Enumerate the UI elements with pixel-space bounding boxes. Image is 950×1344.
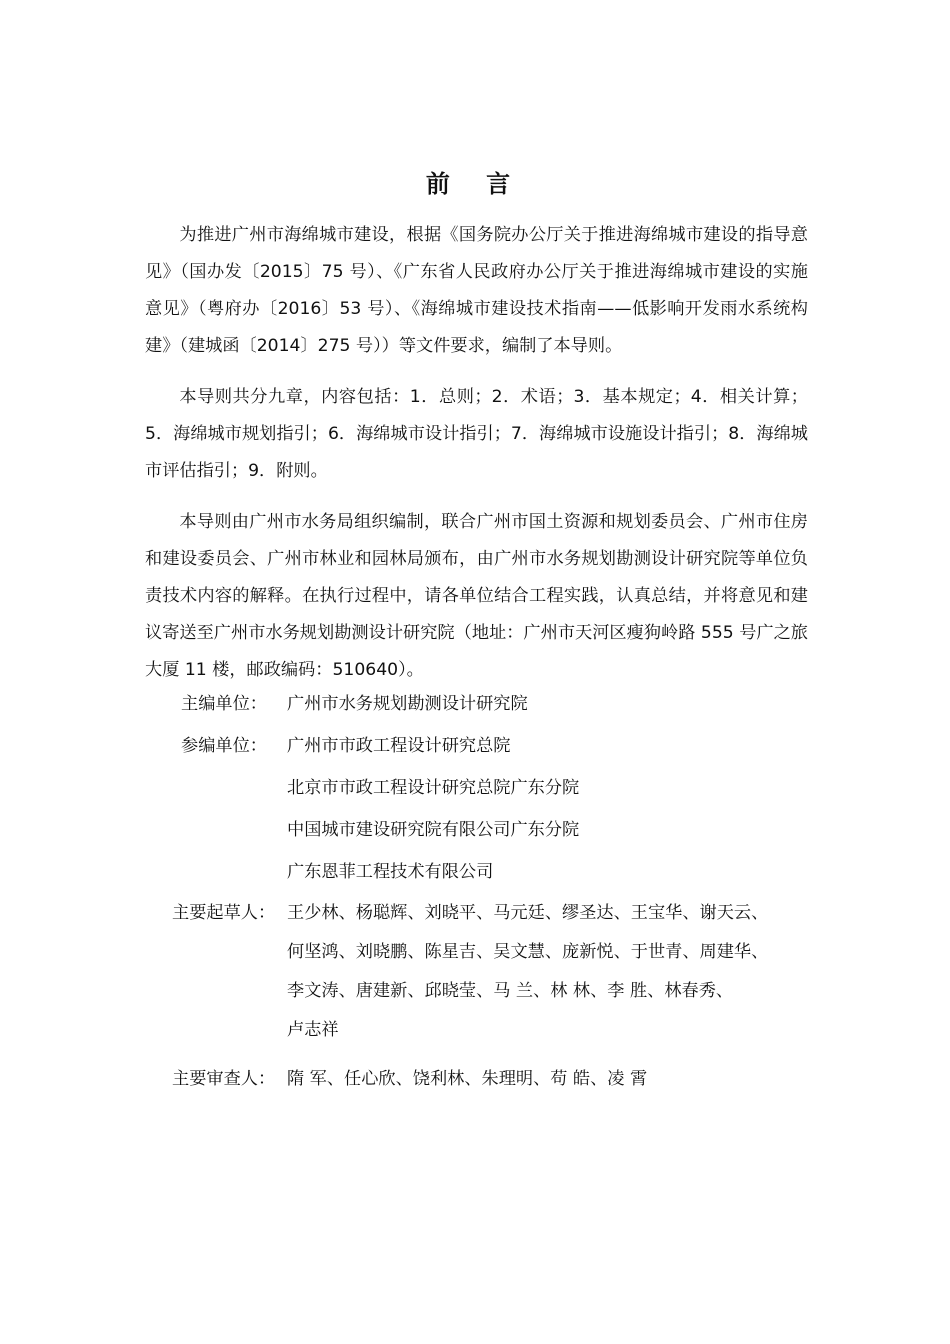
paragraph-contents: 本导则共分九章，内容包括：1．总则；2．术语；3．基本规定；4．相关计算；5．海绵城市规划指引；6．海绵城市设计指引；7．海绵城市设施设计指引；8．海绵城市评估指引；9．附则。 — [145, 387, 808, 481]
reviewers-row — [172, 1058, 821, 1100]
drafters-row — [172, 893, 821, 1050]
chief-editor-name: 广州市水务规划勘测设计研究院 — [287, 694, 528, 714]
chief-editor-row — [181, 683, 821, 725]
co-editor-item: 中国城市建设研究院有限公司广东分院 — [287, 820, 580, 840]
co-editors-list — [287, 725, 821, 893]
drafters-line: 何坚鸿、刘晓鹏、陈星吉、吴文慧、庞新悦、于世青、周建华、 — [287, 942, 769, 962]
chief-editor-label: 主编单位： — [181, 694, 267, 714]
page-title: 前 言 — [425, 170, 525, 198]
chief-editor-value — [287, 683, 821, 725]
co-editor-item: 广东恩菲工程技术有限公司 — [287, 862, 494, 882]
credits-section — [172, 683, 821, 1100]
paragraph-organization: 本导则由广州市水务局组织编制，联合广州市国土资源和规划委员会、广州市住房和建设委员会、广州市林业和园林局颁布，由广州市水务规划勘测设计研究院等单位负责技术内容的解释。在执行过程中，请各单位结合工程实践，认真总结，并将意见和建议寄送至广州市水务规划勘测设计研究院（地址：广州市天河区瘦狗岭路 555 号广之旅大厦 11 楼，邮政编码：510640）。 — [145, 512, 808, 680]
drafters-line: 李文涛、唐建新、邱晓莹、马 兰、林 林、李 胜、林春秀、 — [287, 981, 734, 1001]
drafters-list — [287, 893, 821, 1050]
drafters-line: 王少林、杨聪辉、刘晓平、马元廷、缪圣达、王宝华、谢天云、 — [287, 903, 769, 923]
co-editors-label: 参编单位： — [181, 736, 267, 756]
drafters-line: 卢志祥 — [287, 1020, 339, 1040]
co-editors-row — [181, 725, 821, 893]
preface-body — [145, 217, 808, 703]
paragraph-purpose: 为推进广州市海绵城市建设，根据《国务院办公厅关于推进海绵城市建设的指导意见》（国办发〔2015〕75 号）、《广东省人民政府办公厅关于推进海绵城市建设的实施意见》（粤府办〔2016〕53 号）、《海绵城市建设技术指南——低影响开发雨水系统构建》（建城函〔2014〕275 号））等文件要求，编制了本导则。 — [145, 225, 808, 356]
reviewers-value — [287, 1058, 821, 1100]
co-editor-item: 北京市市政工程设计研究总院广东分院 — [287, 778, 580, 798]
reviewers-names: 隋 军、任心欣、饶利林、朱理明、苟 皓、凌 霄 — [287, 1069, 648, 1089]
reviewers-label: 主要审查人： — [172, 1069, 276, 1089]
drafters-label: 主要起草人： — [172, 903, 276, 923]
co-editor-item: 广州市市政工程设计研究总院 — [287, 736, 511, 756]
